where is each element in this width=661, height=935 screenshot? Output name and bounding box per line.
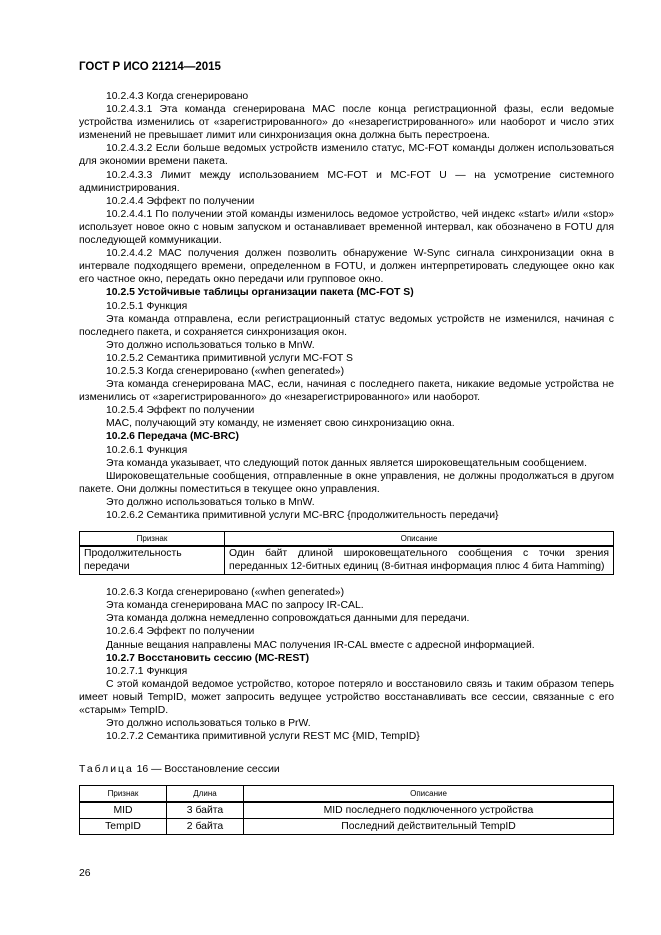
paragraph: 10.2.6.4 Эффект по получении — [106, 626, 255, 638]
table-cell: 2 байта — [167, 819, 244, 835]
paragraph: Это должно использоваться только в MnW. — [106, 496, 315, 508]
paragraph: 10.2.6.3 Когда сгенерировано («when generated») — [106, 587, 345, 599]
paragraph: 10.2.4.3 Когда сгенерировано — [106, 91, 249, 102]
table-cell: MID — [80, 802, 167, 819]
table-header-cell: Описание — [244, 786, 614, 803]
table-cell: Продолжительность передачи — [80, 546, 225, 575]
paragraph: Эта команда отправлена, если регистрационный статус ведомых устройств не изменился, начиная с последнего пакета, и сохраняется синхронизация окон. — [79, 313, 614, 338]
paragraph: 10.2.6.1 Функция — [106, 444, 188, 456]
table-row — [80, 802, 614, 819]
paragraph: 10.2.4.4.1 По получении этой команды изменилось ведомое устройство, чей индекс «start» и/или «stop» использует новое окно с новым запуском и останавливает временной интервал, как обозначено в FOTU для последующей коммуникации. — [79, 208, 614, 247]
paragraph: Широковещательные сообщения, отправленные в окне управления, не должны продолжаться в другом пакете. Они должны поместиться в текущее окно управления. — [79, 470, 614, 495]
table-header-cell: Признак — [80, 786, 167, 803]
section-heading: 10.2.5 Устойчивые таблицы организации пакета (MC-FOT S) — [106, 287, 414, 299]
paragraph: Эта команда должна немедленно сопровождаться данными для передачи. — [106, 613, 470, 625]
table-caption-title: 16 — Восстановление сессии — [133, 764, 280, 775]
paragraph: 10.2.4.4.2 MAC получения должен позволить обнаружение W-Sync сигнала синхронизации окна в интервале подходящего времени, определенном в FOTU, и должен интерпретировать следующее окно как его частное окно, передать окно передачи или групповое окно. — [79, 248, 614, 286]
paragraph: 10.2.5.2 Семантика примитивной услуги MC-FOT S — [106, 352, 353, 364]
paragraph: Эта команда сгенерирована MAC, если, начиная с последнего пакета, никакие ведомые устройства не изменились от «зарегистрированного» до «незарегистрированного» или наоборот. — [79, 379, 614, 404]
table-cell: TempID — [80, 819, 167, 835]
table-caption — [79, 764, 280, 775]
table-cell: Последний действительный TempID — [244, 819, 614, 835]
paragraph: 10.2.5.1 Функция — [106, 300, 188, 312]
paragraph: Это должно использоваться только в PrW. — [106, 718, 311, 730]
table-cell: Один байт длиной широковещательного сообщения с точки зрения переданных 12-битных единиц (8-битная информация плюс 4 бита Hamming) — [225, 546, 614, 575]
table-session-restore — [79, 785, 614, 835]
paragraph: 10.2.4.4 Эффект по получении — [106, 195, 255, 207]
paragraph: Эта команда указывает, что следующий поток данных является широковещательным сообщением. — [106, 457, 587, 469]
paragraph: 10.2.6.2 Семантика примитивной услуги MC-BRC {продолжительность передачи} — [106, 510, 499, 521]
table-row — [80, 819, 614, 835]
section-heading: 10.2.6 Передача (MC-BRC) — [106, 431, 240, 443]
document-body — [79, 90, 614, 743]
table-header-cell: Длина — [167, 786, 244, 803]
paragraph: MAC, получающий эту команду, не изменяет свою синхронизацию окна. — [106, 418, 455, 430]
paragraph: Эта команда сгенерирована MAC по запросу IR-CAL. — [106, 600, 364, 612]
table-broadcast-duration — [79, 531, 614, 575]
paragraph: Это должно использоваться только в MnW. — [106, 339, 315, 351]
page-number: 26 — [79, 868, 91, 879]
paragraph: Данные вещания направлены MAC получения IR-CAL вместе с адресной информацией. — [106, 639, 535, 651]
paragraph: 10.2.7.1 Функция — [106, 665, 188, 677]
section-heading: 10.2.7 Восстановить сессию (MC-REST) — [106, 652, 310, 664]
document-header: ГОСТ Р ИСО 21214—2015 — [79, 61, 221, 73]
table-cell: MID последнего подключенного устройства — [244, 802, 614, 819]
paragraph: 10.2.4.3.3 Лимит между использованием MC-FOT и MC-FOT U — на усмотрение системного администрирования. — [79, 169, 614, 194]
paragraph: 10.2.5.3 Когда сгенерировано («when generated») — [106, 365, 345, 377]
paragraph: 10.2.7.2 Семантика примитивной услуги REST MC {MID, TempID} — [106, 731, 420, 743]
table-header-cell: Признак — [80, 532, 225, 547]
paragraph: 10.2.4.3.2 Если больше ведомых устройств изменило статус, MC-FOT команды должен использоваться для экономии времени пакета. — [79, 143, 614, 168]
paragraph: 10.2.5.4 Эффект по получении — [106, 405, 255, 417]
table-row — [80, 546, 614, 575]
table-header-cell: Описание — [225, 532, 614, 547]
table-caption-label: Таблица — [79, 764, 134, 775]
paragraph: С этой командой ведомое устройство, которое потеряло и восстановило связь и таким образом теперь имеет новый TempID, может запросить ведущее устройство восстанавливать все сессии, связанные с его «старым» TempID. — [79, 678, 614, 717]
section-block-2 — [79, 586, 614, 743]
paragraph: 10.2.4.3.1 Эта команда сгенерирована MAC после конца регистрационной фазы, если ведомые устройства изменились от «зарегистрированного» до «незарегистрированного» или наоборот и число этих изменений не превышает лимит или синхронизация окна должна быть перестроена. — [79, 104, 614, 142]
section-block-1 — [79, 90, 614, 522]
table-cell: 3 байта — [167, 802, 244, 819]
